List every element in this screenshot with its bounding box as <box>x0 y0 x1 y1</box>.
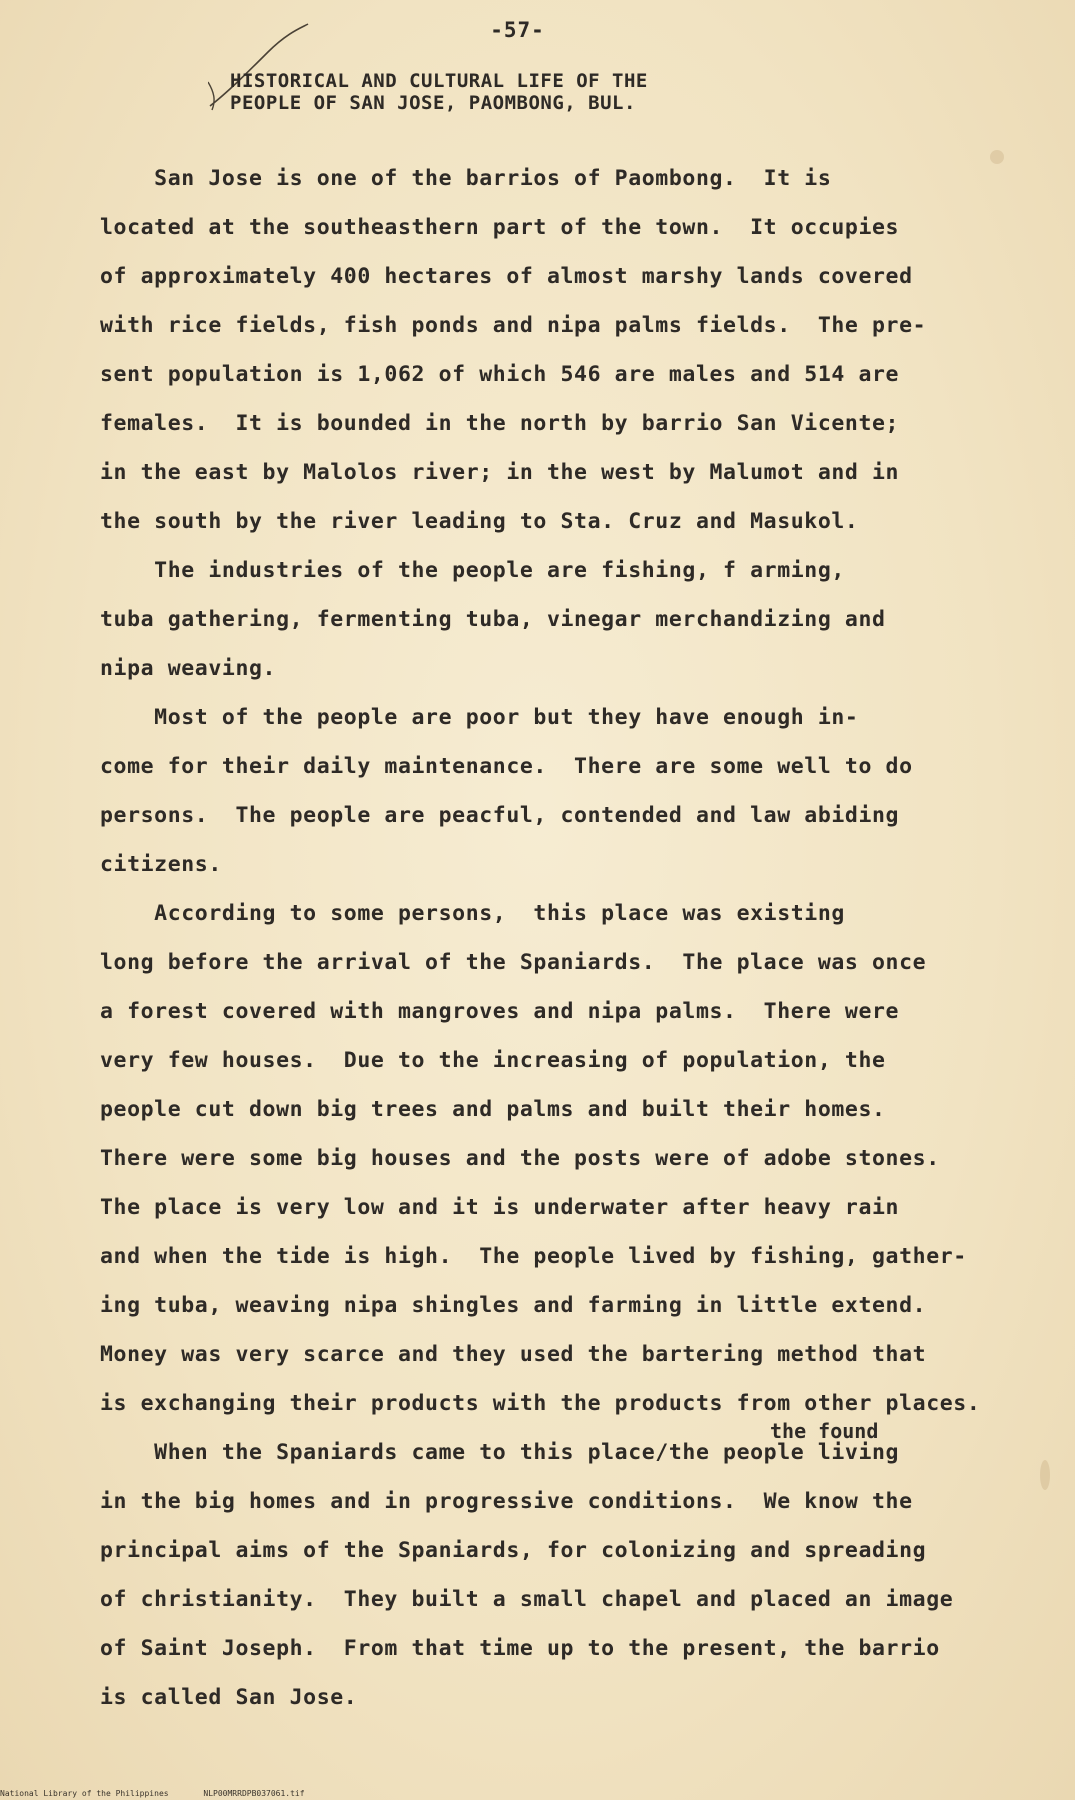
text-line: of christianity. They built a small chapel and placed an image <box>100 1587 954 1612</box>
text-line: and when the tide is high. The people lived by fishing, gather- <box>100 1244 967 1269</box>
scan-footer <box>0 1789 305 1798</box>
text-line: Most of the people are poor but they have enough in- <box>100 705 859 730</box>
text-line: in the east by Malolos river; in the west by Malumot and in <box>100 460 900 485</box>
library-credit: National Library of the Philippines <box>0 1789 169 1798</box>
title-line-1: HISTORICAL AND CULTURAL LIFE OF THE <box>230 70 648 92</box>
text-line: of approximately 400 hectares of almost marshy lands covered <box>100 264 913 289</box>
text-line: very few houses. Due to the increasing of population, the <box>100 1048 886 1073</box>
text-line: citizens. <box>100 852 222 877</box>
text-line: of Saint Joseph. From that time up to the present, the barrio <box>100 1636 940 1661</box>
text-line: is called San Jose. <box>100 1685 358 1710</box>
page-number: -57- <box>490 18 545 42</box>
text-line: is exchanging their products with the products from other places. <box>100 1391 981 1416</box>
text-line: sent population is 1,062 of which 546 are males and 514 are <box>100 362 900 387</box>
document-title <box>230 70 870 114</box>
text-line: The industries of the people are fishing, f arming, <box>100 558 845 583</box>
text-line: the south by the river leading to Sta. Cruz and Masukol. <box>100 509 859 534</box>
text-line: with rice fields, fish ponds and nipa palms fields. The pre- <box>100 313 927 338</box>
paper-stain <box>1040 1460 1050 1490</box>
text-line: females. It is bounded in the north by barrio San Vicente; <box>100 411 900 436</box>
text-line: Money was very scarce and they used the bartering method that <box>100 1342 927 1367</box>
text-line: San Jose is one of the barrios of Paombong. It is <box>100 166 832 191</box>
title-line-2: PEOPLE OF SAN JOSE, PAOMBONG, BUL. <box>230 92 636 114</box>
text-line: nipa weaving. <box>100 656 277 681</box>
scan-filename: NLP00MRRDPB037061.tif <box>203 1789 305 1798</box>
text-line: tuba gathering, fermenting tuba, vinegar merchandizing and <box>100 607 886 632</box>
text-line: When the Spaniards came to this place/the people living <box>100 1440 900 1465</box>
text-line: long before the arrival of the Spaniards. The place was once <box>100 950 927 975</box>
text-line: persons. The people are peacful, contended and law abiding <box>100 803 900 828</box>
text-line: in the big homes and in progressive conditions. We know the <box>100 1489 913 1514</box>
text-line: ing tuba, weaving nipa shingles and farming in little extend. <box>100 1293 927 1318</box>
text-line: According to some persons, this place was existing <box>100 901 845 926</box>
text-line: principal aims of the Spaniards, for colonizing and spreading <box>100 1538 927 1563</box>
paper-stain <box>990 150 1004 164</box>
text-line: There were some big houses and the posts were of adobe stones. <box>100 1146 940 1171</box>
text-line: located at the southeasthern part of the town. It occupies <box>100 215 900 240</box>
text-line: a forest covered with mangroves and nipa palms. There were <box>100 999 900 1024</box>
text-line: people cut down big trees and palms and built their homes. <box>100 1097 886 1122</box>
text-line: come for their daily maintenance. There are some well to do <box>100 754 913 779</box>
interlinear-insert: the found <box>770 1419 879 1443</box>
text-line: The place is very low and it is underwater after heavy rain <box>100 1195 900 1220</box>
